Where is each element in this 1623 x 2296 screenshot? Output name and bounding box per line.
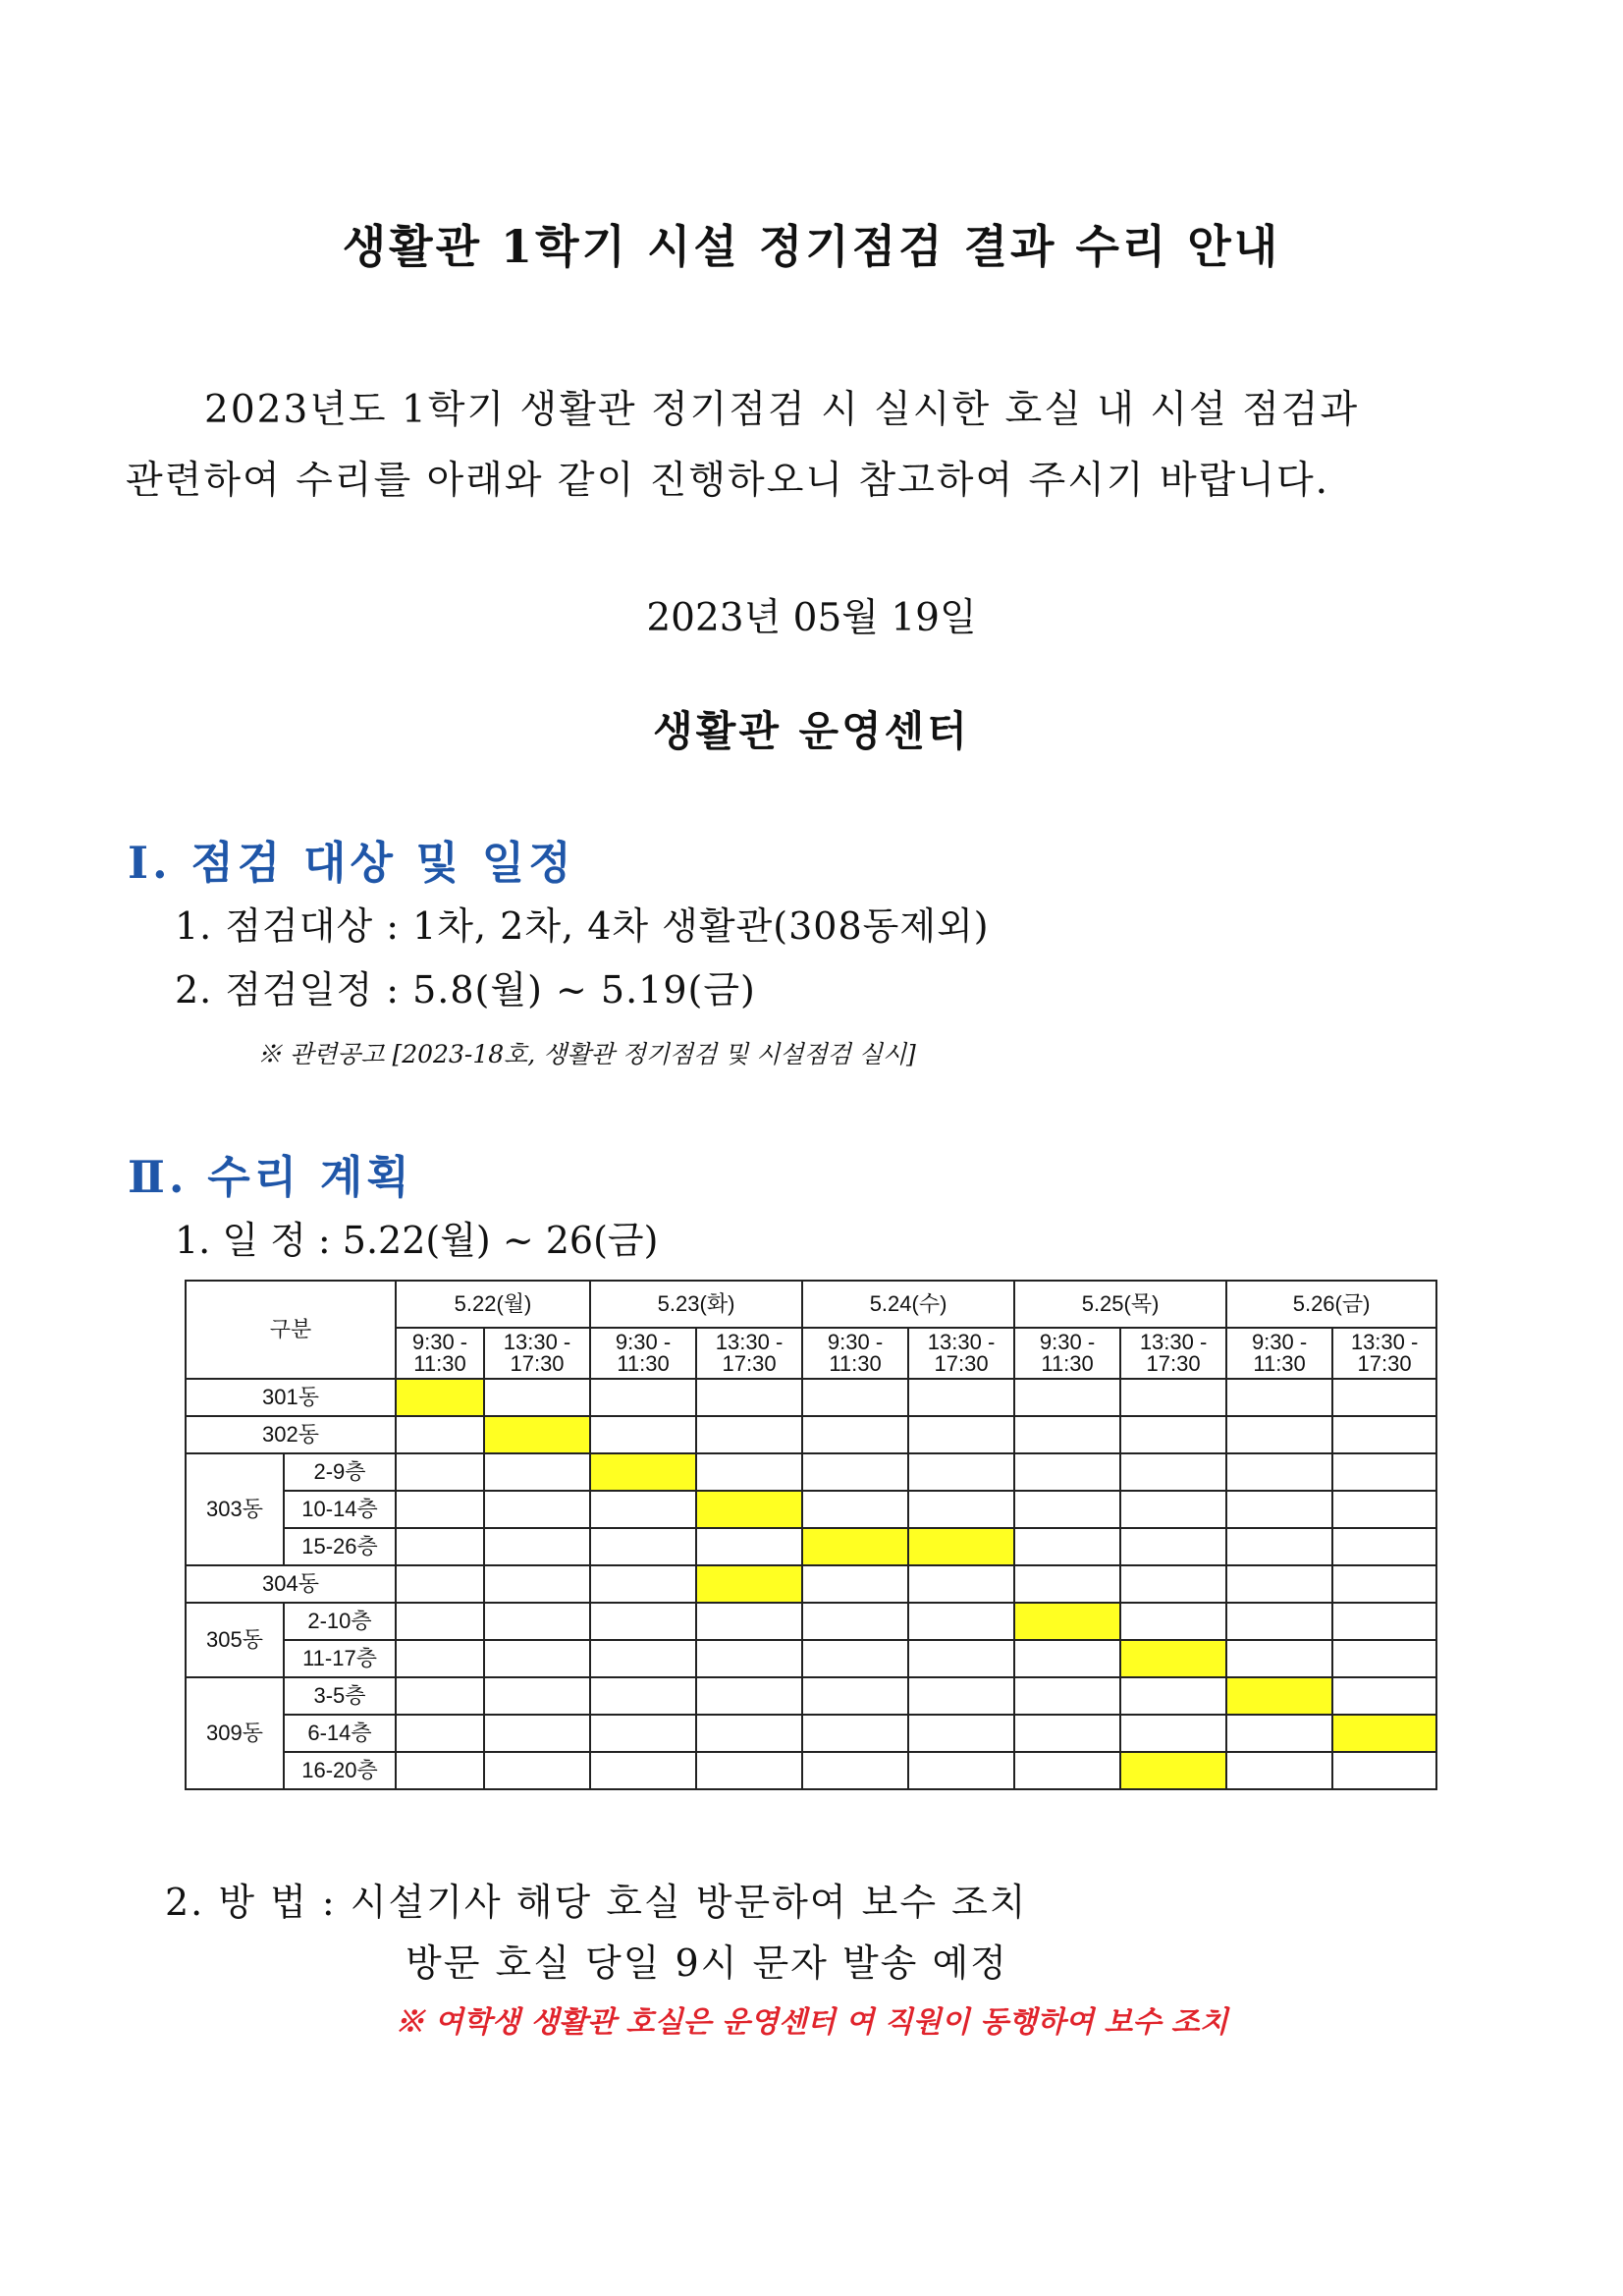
- table-row: [186, 1528, 1436, 1565]
- floor-cell: 2-10층: [284, 1603, 396, 1640]
- slot-cell: [396, 1677, 484, 1715]
- scheduled-slot-cell: [1120, 1640, 1226, 1677]
- slot-cell: [396, 1640, 484, 1677]
- slot-cell: [908, 1491, 1014, 1528]
- table-row: [186, 1715, 1436, 1752]
- table-corner: 구분: [186, 1281, 396, 1379]
- building-cell: 302동: [186, 1416, 396, 1453]
- slot-cell: [1120, 1528, 1226, 1565]
- slot-cell: [484, 1565, 590, 1603]
- slot-header-pm: 13:30 - 17:30: [908, 1328, 1014, 1379]
- slot-cell: [1120, 1379, 1226, 1416]
- day-header: 5.25(목): [1014, 1281, 1226, 1328]
- scheduled-slot-cell: [1332, 1715, 1436, 1752]
- slot-header-am: 9:30 - 11:30: [396, 1328, 484, 1379]
- slot-cell: [696, 1752, 802, 1789]
- slot-cell: [396, 1491, 484, 1528]
- table-row: [186, 1603, 1436, 1640]
- day-header: 5.23(화): [590, 1281, 802, 1328]
- slot-cell: [1332, 1528, 1436, 1565]
- slot-cell: [908, 1715, 1014, 1752]
- slot-cell: [484, 1640, 590, 1677]
- slot-cell: [696, 1715, 802, 1752]
- day-header: 5.22(월): [396, 1281, 590, 1328]
- building-cell: 305동: [186, 1603, 284, 1677]
- slot-cell: [1226, 1640, 1332, 1677]
- slot-cell: [1120, 1565, 1226, 1603]
- slot-header-am: 9:30 - 11:30: [1014, 1328, 1120, 1379]
- document-title: 생활관 1학기 시설 정기점검 결과 수리 안내: [342, 220, 1281, 273]
- slot-cell: [1332, 1677, 1436, 1715]
- slot-cell: [590, 1640, 696, 1677]
- slot-cell: [590, 1603, 696, 1640]
- slot-cell: [802, 1453, 908, 1491]
- scheduled-slot-cell: [484, 1416, 590, 1453]
- slot-cell: [802, 1752, 908, 1789]
- slot-cell: [484, 1528, 590, 1565]
- slot-cell: [396, 1752, 484, 1789]
- related-notice: ※ 관련공고 [2023-18호, 생활관 정기점검 및 시설점검 실시]: [257, 1040, 916, 1068]
- table-row: [186, 1416, 1436, 1453]
- slot-header-pm: 13:30 - 17:30: [1120, 1328, 1226, 1379]
- table-header-days: [186, 1281, 1436, 1328]
- slot-header-pm: 13:30 - 17:30: [696, 1328, 802, 1379]
- slot-cell: [484, 1453, 590, 1491]
- slot-cell: [1332, 1453, 1436, 1491]
- building-cell: 309동: [186, 1677, 284, 1789]
- slot-cell: [1226, 1715, 1332, 1752]
- slot-cell: [1332, 1379, 1436, 1416]
- floor-cell: 2-9층: [284, 1453, 396, 1491]
- table-row: [186, 1752, 1436, 1789]
- slot-cell: [1014, 1491, 1120, 1528]
- slot-cell: [396, 1603, 484, 1640]
- slot-cell: [1120, 1603, 1226, 1640]
- slot-cell: [1332, 1491, 1436, 1528]
- slot-cell: [484, 1677, 590, 1715]
- floor-cell: 15-26층: [284, 1528, 396, 1565]
- slot-cell: [696, 1453, 802, 1491]
- table-row: [186, 1453, 1436, 1491]
- slot-cell: [484, 1379, 590, 1416]
- slot-cell: [1014, 1677, 1120, 1715]
- slot-cell: [1120, 1453, 1226, 1491]
- table-row: [186, 1491, 1436, 1528]
- slot-cell: [484, 1491, 590, 1528]
- slot-cell: [1226, 1565, 1332, 1603]
- slot-cell: [1332, 1603, 1436, 1640]
- section-2-heading: Ⅱ. 수리 계획: [128, 1151, 413, 1203]
- slot-cell: [802, 1491, 908, 1528]
- slot-cell: [908, 1379, 1014, 1416]
- scheduled-slot-cell: [396, 1379, 484, 1416]
- slot-cell: [590, 1491, 696, 1528]
- slot-header-pm: 13:30 - 17:30: [484, 1328, 590, 1379]
- slot-cell: [1226, 1528, 1332, 1565]
- slot-cell: [1332, 1752, 1436, 1789]
- table-row: [186, 1640, 1436, 1677]
- slot-cell: [590, 1715, 696, 1752]
- scheduled-slot-cell: [1014, 1603, 1120, 1640]
- slot-cell: [802, 1677, 908, 1715]
- day-header: 5.26(금): [1226, 1281, 1436, 1328]
- slot-cell: [1014, 1416, 1120, 1453]
- slot-cell: [802, 1715, 908, 1752]
- slot-cell: [484, 1752, 590, 1789]
- floor-cell: 11-17층: [284, 1640, 396, 1677]
- slot-cell: [696, 1379, 802, 1416]
- repair-schedule: 1. 일 정 : 5.22(월) ~ 26(금): [175, 1219, 659, 1262]
- slot-cell: [1226, 1491, 1332, 1528]
- slot-cell: [590, 1565, 696, 1603]
- slot-cell: [802, 1416, 908, 1453]
- slot-cell: [1226, 1752, 1332, 1789]
- floor-cell: 16-20층: [284, 1752, 396, 1789]
- slot-cell: [1014, 1715, 1120, 1752]
- scheduled-slot-cell: [590, 1453, 696, 1491]
- female-dorm-note: ※ 여학생 생활관 호실은 운영센터 여 직원이 동행하여 보수 조치: [395, 2005, 1228, 2040]
- slot-cell: [802, 1565, 908, 1603]
- slot-cell: [908, 1640, 1014, 1677]
- slot-cell: [396, 1565, 484, 1603]
- table-row: [186, 1565, 1436, 1603]
- slot-cell: [1014, 1379, 1120, 1416]
- slot-cell: [908, 1677, 1014, 1715]
- slot-cell: [1226, 1453, 1332, 1491]
- repair-schedule-table: [185, 1280, 1437, 1790]
- scheduled-slot-cell: [696, 1491, 802, 1528]
- slot-cell: [396, 1715, 484, 1752]
- slot-cell: [590, 1379, 696, 1416]
- scheduled-slot-cell: [1226, 1677, 1332, 1715]
- scheduled-slot-cell: [802, 1528, 908, 1565]
- floor-cell: 3-5층: [284, 1677, 396, 1715]
- slot-cell: [590, 1677, 696, 1715]
- day-header: 5.24(수): [802, 1281, 1014, 1328]
- slot-cell: [1014, 1565, 1120, 1603]
- intro-line-2: 관련하여 수리를 아래와 같이 진행하오니 참고하여 주시기 바랍니다.: [126, 459, 1330, 503]
- slot-cell: [1014, 1752, 1120, 1789]
- repair-method-detail: 방문 호실 당일 9시 문자 발송 예정: [406, 1941, 1008, 1985]
- slot-header-pm: 13:30 - 17:30: [1332, 1328, 1436, 1379]
- slot-cell: [1120, 1715, 1226, 1752]
- floor-cell: 10-14층: [284, 1491, 396, 1528]
- inspection-schedule: 2. 점검일정 : 5.8(월) ~ 5.19(금): [175, 968, 756, 1011]
- scheduled-slot-cell: [1120, 1752, 1226, 1789]
- slot-cell: [590, 1752, 696, 1789]
- slot-cell: [802, 1640, 908, 1677]
- building-cell: 304동: [186, 1565, 396, 1603]
- slot-cell: [802, 1603, 908, 1640]
- slot-cell: [396, 1453, 484, 1491]
- slot-cell: [696, 1677, 802, 1715]
- slot-cell: [484, 1603, 590, 1640]
- slot-cell: [590, 1416, 696, 1453]
- slot-cell: [396, 1416, 484, 1453]
- slot-cell: [696, 1603, 802, 1640]
- slot-cell: [1120, 1416, 1226, 1453]
- table-row: [186, 1677, 1436, 1715]
- building-cell: 301동: [186, 1379, 396, 1416]
- slot-cell: [1332, 1416, 1436, 1453]
- slot-cell: [1120, 1491, 1226, 1528]
- slot-cell: [908, 1416, 1014, 1453]
- slot-cell: [1120, 1677, 1226, 1715]
- slot-cell: [1226, 1379, 1332, 1416]
- scheduled-slot-cell: [908, 1528, 1014, 1565]
- slot-cell: [908, 1565, 1014, 1603]
- slot-cell: [1226, 1416, 1332, 1453]
- section-1-heading: Ⅰ. 점검 대상 및 일정: [128, 837, 575, 889]
- slot-cell: [696, 1528, 802, 1565]
- slot-cell: [908, 1752, 1014, 1789]
- intro-line-1: 2023년도 1학기 생활관 정기점검 시 실시한 호실 내 시설 점검과: [204, 388, 1360, 432]
- slot-cell: [1332, 1640, 1436, 1677]
- organization-name: 생활관 운영센터: [653, 707, 970, 755]
- inspection-target: 1. 점검대상 : 1차, 2차, 4차 생활관(308동제외): [175, 904, 990, 948]
- slot-cell: [1014, 1640, 1120, 1677]
- building-cell: 303동: [186, 1453, 284, 1565]
- slot-cell: [802, 1379, 908, 1416]
- slot-cell: [908, 1453, 1014, 1491]
- slot-cell: [1014, 1528, 1120, 1565]
- floor-cell: 6-14층: [284, 1715, 396, 1752]
- repair-method: 2. 방 법 : 시설기사 해당 호실 방문하여 보수 조치: [165, 1881, 1028, 1924]
- slot-cell: [1014, 1453, 1120, 1491]
- slot-cell: [696, 1640, 802, 1677]
- slot-header-am: 9:30 - 11:30: [802, 1328, 908, 1379]
- intro-paragraph: [126, 375, 1530, 517]
- slot-cell: [484, 1715, 590, 1752]
- slot-cell: [908, 1603, 1014, 1640]
- slot-cell: [1332, 1565, 1436, 1603]
- scheduled-slot-cell: [696, 1565, 802, 1603]
- slot-cell: [396, 1528, 484, 1565]
- slot-cell: [590, 1528, 696, 1565]
- slot-cell: [696, 1416, 802, 1453]
- slot-header-am: 9:30 - 11:30: [590, 1328, 696, 1379]
- table-row: [186, 1379, 1436, 1416]
- document-date: 2023년 05월 19일: [646, 596, 977, 640]
- slot-header-am: 9:30 - 11:30: [1226, 1328, 1332, 1379]
- slot-cell: [1226, 1603, 1332, 1640]
